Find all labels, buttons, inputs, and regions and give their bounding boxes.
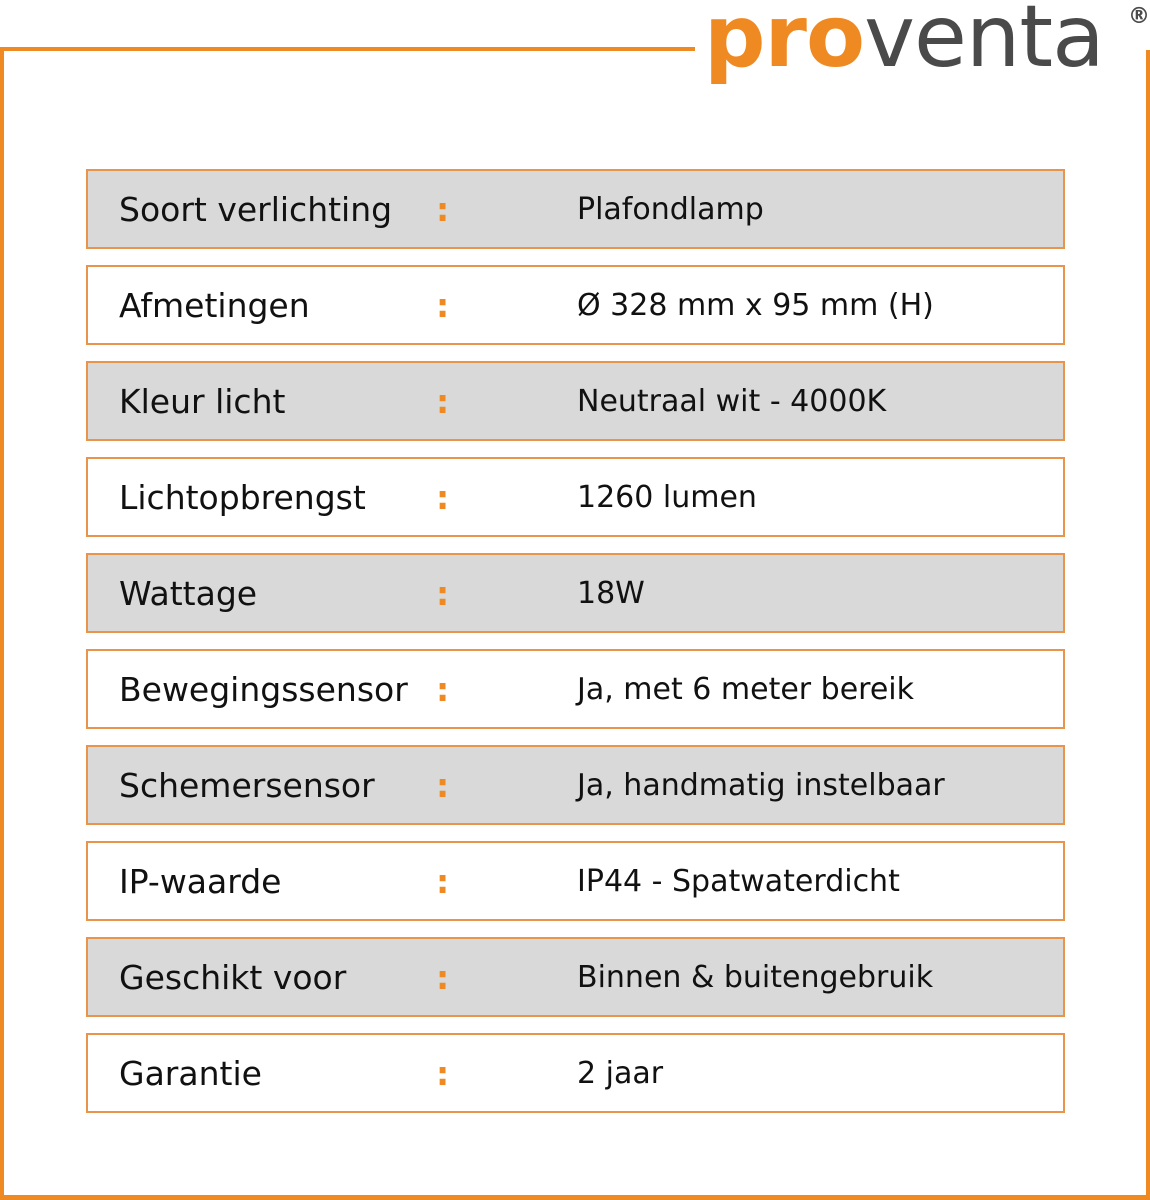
spec-row-ip-waarde xyxy=(86,841,1065,921)
spec-separator: : xyxy=(436,477,450,517)
spec-row-wattage xyxy=(86,553,1065,633)
spec-row-bewegingssensor xyxy=(86,649,1065,729)
spec-value: Neutraal wit - 4000K xyxy=(577,383,887,419)
spec-separator: : xyxy=(436,381,450,421)
spec-value: Plafondlamp xyxy=(577,191,764,227)
spec-row-lichtopbrengst xyxy=(86,457,1065,537)
frame-border-top xyxy=(0,47,695,51)
spec-value: 1260 lumen xyxy=(577,479,757,515)
spec-separator: : xyxy=(436,285,450,325)
spec-separator: : xyxy=(436,669,450,709)
spec-separator: : xyxy=(436,573,450,613)
brand-logo-pro: pro xyxy=(704,0,865,87)
spec-value: Ø 328 mm x 95 mm (H) xyxy=(577,287,934,323)
spec-separator: : xyxy=(436,189,450,229)
spec-label: Soort verlichting xyxy=(119,189,393,229)
frame-border-left xyxy=(0,47,4,1200)
spec-row-schemersensor xyxy=(86,745,1065,825)
frame-border-right xyxy=(1146,50,1150,1200)
spec-label: Kleur licht xyxy=(119,381,286,421)
registered-trademark-icon: ® xyxy=(1128,4,1149,29)
spec-separator: : xyxy=(436,861,450,901)
spec-label: IP-waarde xyxy=(119,861,282,901)
brand-logo-venta: venta xyxy=(864,0,1104,87)
spec-label: Bewegingssensor xyxy=(119,669,408,709)
spec-label: Lichtopbrengst xyxy=(119,477,366,517)
spec-label: Geschikt voor xyxy=(119,957,347,997)
spec-row-kleur-licht xyxy=(86,361,1065,441)
spec-label: Schemersensor xyxy=(119,765,375,805)
spec-table xyxy=(86,169,1065,1129)
spec-label: Afmetingen xyxy=(119,285,310,325)
spec-value: Ja, met 6 meter bereik xyxy=(577,671,915,707)
spec-separator: : xyxy=(436,957,450,997)
spec-value: IP44 - Spatwaterdicht xyxy=(577,863,900,899)
spec-label: Wattage xyxy=(119,573,258,613)
spec-value: 18W xyxy=(577,575,645,611)
spec-separator: : xyxy=(436,765,450,805)
spec-row-soort-verlichting xyxy=(86,169,1065,249)
spec-row-afmetingen xyxy=(86,265,1065,345)
spec-separator: : xyxy=(436,1053,450,1093)
spec-label: Garantie xyxy=(119,1053,262,1093)
spec-value: Binnen & buitengebruik xyxy=(577,959,934,995)
spec-row-geschikt-voor xyxy=(86,937,1065,1017)
spec-value: 2 jaar xyxy=(577,1055,664,1091)
spec-value: Ja, handmatig instelbaar xyxy=(577,767,945,803)
spec-row-garantie xyxy=(86,1033,1065,1113)
brand-logo xyxy=(704,0,1149,87)
frame-border-bottom xyxy=(0,1195,1150,1200)
